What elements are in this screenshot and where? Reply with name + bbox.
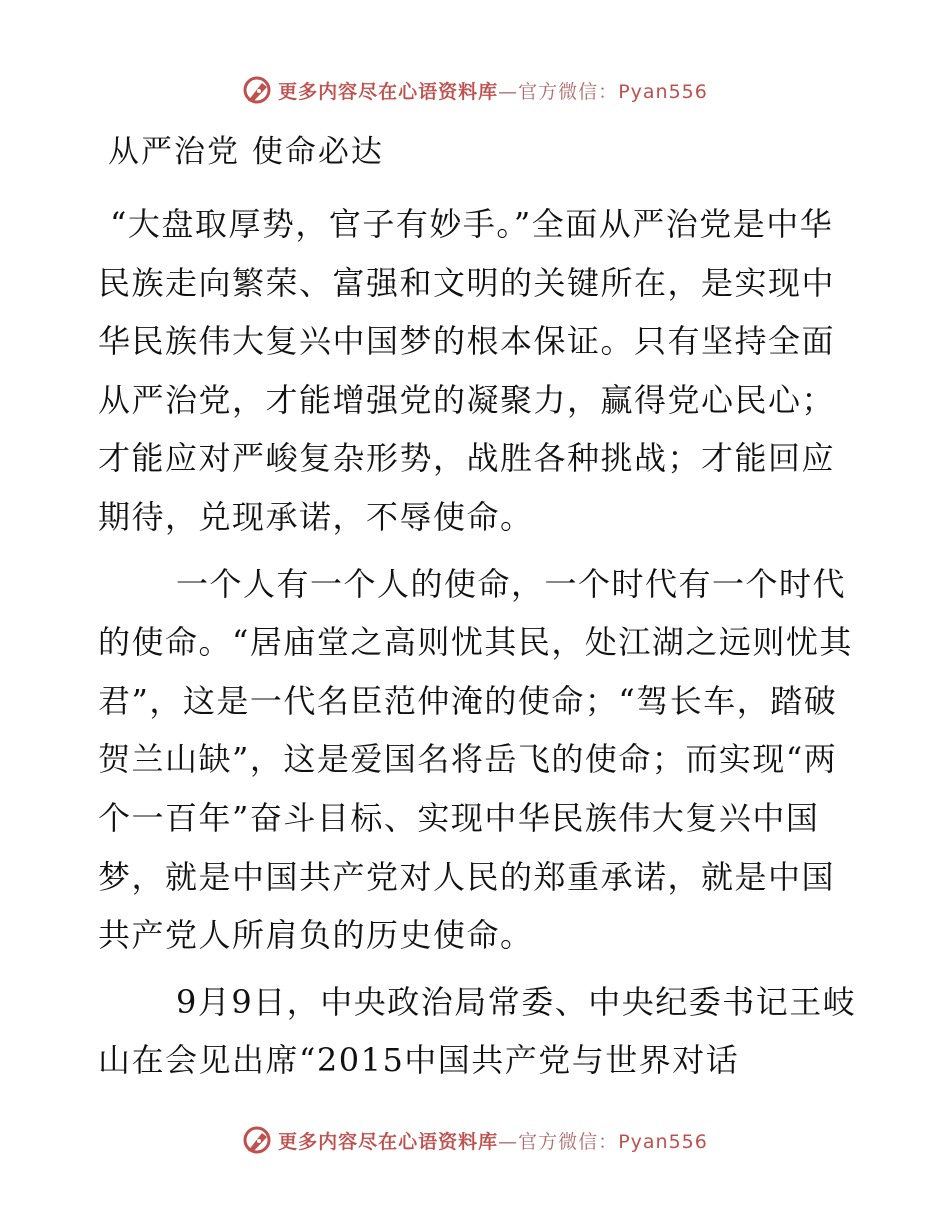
banner-text: 更多内容尽在心语资料库—官方微信：Pyan556	[278, 1130, 708, 1153]
document-body	[98, 195, 858, 1098]
banner-text: 更多内容尽在心语资料库—官方微信：Pyan556	[278, 80, 708, 103]
header-watermark-banner	[0, 70, 950, 110]
paragraph-1: “大盘取厚势，官子有妙手。”全面从严治党是中华民族走向繁荣、富强和文明的关键所在，是实现中华民族伟大复兴中国梦的根本保证。只有坚持全面从严治党，才能增强党的凝聚力，赢得党心民心；才能应对严峻复杂形势，战胜各种挑战；才能回应期待，兑现承诺，不辱使命。	[98, 205, 836, 536]
document-title: 从严治党 使命必达	[108, 134, 384, 170]
pen-nib-circle-icon	[242, 75, 272, 105]
pen-nib-circle-icon	[242, 1125, 272, 1155]
footer-watermark-banner	[0, 1120, 950, 1160]
paragraph-2: 一个人有一个人的使命，一个时代有一个时代的使命。“居庙堂之高则忧其民，处江湖之远则忧其君”，这是一代名臣范仲淹的使命；“驾长车，踏破贺兰山缺”，这是爱国名将岳飞的使命；而实现“两个一百年”奋斗目标、实现中华民族伟大复兴中国梦，就是中国共产党对人民的郑重承诺，就是中国共产党人所肩负的历史使命。	[98, 564, 853, 955]
paragraph-3: 9月9日，中央政治局常委、中央纪委书记王岐山在会见出席“2015中国共产党与世界对话	[98, 982, 857, 1080]
